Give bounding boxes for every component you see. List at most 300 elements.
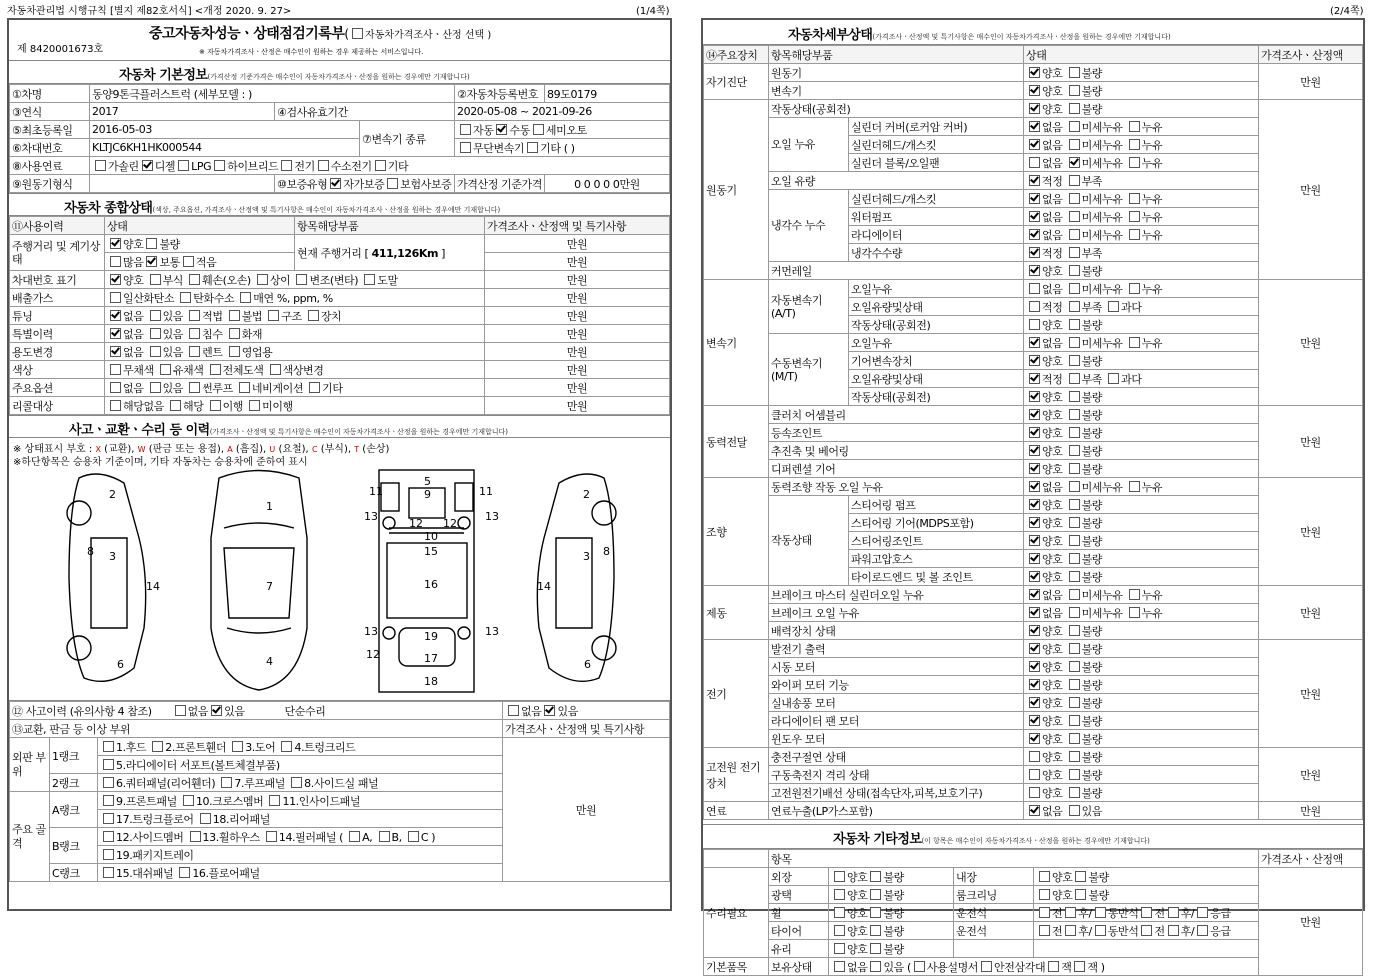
car-side-right: [537, 474, 616, 681]
title-subnote: ※ 자동차가격조사ㆍ산정은 매수인이 원하는 경우 제공하는 서비스입니다.: [199, 48, 424, 56]
checkbox[interactable]: [1108, 373, 1119, 384]
checkbox[interactable]: [1029, 409, 1040, 420]
checkbox[interactable]: [1029, 661, 1040, 672]
option-label: 보험사보증: [400, 177, 452, 191]
checkbox[interactable]: [1129, 211, 1140, 222]
sub-part: 파워고압호스: [849, 550, 1024, 568]
checkbox[interactable]: [1069, 139, 1080, 150]
checkbox[interactable]: [544, 705, 555, 716]
price-cell: 만원: [1259, 802, 1363, 820]
sub-part: 실린더헤드/개스킷: [849, 136, 1024, 154]
checkbox[interactable]: [834, 961, 845, 972]
checkbox[interactable]: [1029, 355, 1040, 366]
checkbox[interactable]: [1029, 67, 1040, 78]
checkbox[interactable]: [1039, 889, 1050, 900]
checkbox[interactable]: [150, 310, 161, 321]
checkbox[interactable]: [1029, 319, 1040, 330]
checkbox[interactable]: [1129, 193, 1140, 204]
checkbox[interactable]: [150, 346, 161, 357]
checkbox[interactable]: [200, 813, 211, 824]
checkbox[interactable]: [1095, 925, 1106, 936]
rank1-label: 1랭크: [50, 738, 98, 774]
checkbox[interactable]: [110, 310, 121, 321]
checkbox[interactable]: [1069, 247, 1080, 258]
checkbox[interactable]: [268, 310, 279, 321]
checkbox[interactable]: [110, 364, 121, 375]
checkbox[interactable]: [870, 961, 881, 972]
checkbox[interactable]: [375, 160, 386, 171]
checkbox[interactable]: [110, 274, 121, 285]
checkbox[interactable]: [190, 831, 201, 842]
checkbox[interactable]: [1029, 517, 1040, 528]
legend-code: U: [269, 445, 276, 454]
checkbox[interactable]: [1029, 733, 1040, 744]
checkbox[interactable]: [309, 382, 320, 393]
price-survey-label: 자동차가격조사ㆍ산정 선택 ): [365, 30, 492, 41]
checkbox[interactable]: [1141, 925, 1152, 936]
checkbox[interactable]: [1069, 805, 1080, 816]
checkbox[interactable]: [1069, 535, 1080, 546]
checkbox[interactable]: [1069, 409, 1080, 420]
checkbox[interactable]: [1069, 229, 1080, 240]
checkbox[interactable]: [1029, 535, 1040, 546]
checkbox[interactable]: [870, 889, 881, 900]
checkbox[interactable]: [1129, 337, 1140, 348]
checkbox[interactable]: [1029, 571, 1040, 582]
checkbox[interactable]: [270, 364, 281, 375]
option-label: 4.트렁크리드: [294, 740, 356, 754]
checkbox[interactable]: [269, 795, 280, 806]
checkbox[interactable]: [1069, 643, 1080, 654]
checkbox[interactable]: [1069, 337, 1080, 348]
checkbox[interactable]: [110, 292, 121, 303]
checkbox[interactable]: [189, 328, 200, 339]
part-number-19: 19: [424, 630, 438, 643]
checkbox[interactable]: [1029, 427, 1040, 438]
checkbox[interactable]: [1029, 391, 1040, 402]
option-label: 해당: [183, 399, 204, 413]
checkbox[interactable]: [1069, 697, 1080, 708]
checkbox[interactable]: [1029, 643, 1040, 654]
checkbox[interactable]: [296, 274, 307, 285]
overall-note: (색상, 주요옵션, 가격조사ㆍ산정액 및 특기사항은 매수인이 자동차가격조사ㆍ산정을 원하는 경우에만 기재합니다): [152, 206, 501, 214]
status-label: 미세누유: [1081, 192, 1123, 206]
checkbox[interactable]: [180, 292, 191, 303]
checkbox[interactable]: [1069, 193, 1080, 204]
checkbox[interactable]: [103, 867, 114, 878]
price-cell: 만원: [485, 235, 670, 253]
sub-part: 워터펌프: [849, 208, 1024, 226]
checkbox[interactable]: [146, 256, 157, 267]
overall-row: [10, 289, 670, 307]
checkbox[interactable]: [460, 124, 471, 135]
part-number-6: 6: [117, 658, 124, 671]
detail-row: [704, 586, 1363, 604]
checkbox[interactable]: [1029, 175, 1040, 186]
checkbox[interactable]: [408, 831, 419, 842]
checkbox[interactable]: [178, 160, 189, 171]
checkbox[interactable]: [110, 256, 121, 267]
checkbox[interactable]: [1129, 607, 1140, 618]
checkbox[interactable]: [914, 961, 925, 972]
checkbox[interactable]: [150, 382, 161, 393]
checkbox[interactable]: [1029, 139, 1040, 150]
checkbox[interactable]: [103, 741, 114, 752]
checkbox[interactable]: [1069, 373, 1080, 384]
checkbox[interactable]: [103, 831, 114, 842]
checkbox[interactable]: [834, 907, 845, 918]
checkbox[interactable]: [1029, 463, 1040, 474]
detail-row: [704, 748, 1363, 766]
checkbox[interactable]: [1069, 661, 1080, 672]
checkbox[interactable]: [379, 831, 390, 842]
checkbox[interactable]: [1069, 463, 1080, 474]
car-diagram: [9, 468, 669, 700]
checkbox[interactable]: [1129, 481, 1140, 492]
price-survey-checkbox[interactable]: [352, 28, 363, 39]
checkbox[interactable]: [179, 867, 190, 878]
part-number-2: 2: [109, 488, 116, 501]
checkbox[interactable]: [249, 400, 260, 411]
checkbox[interactable]: [1069, 301, 1080, 312]
checkbox[interactable]: [1069, 769, 1080, 780]
checkbox[interactable]: [110, 328, 121, 339]
checkbox[interactable]: [1029, 607, 1040, 618]
option-label: 9.프론트패널: [116, 794, 177, 808]
checkbox[interactable]: [1048, 961, 1059, 972]
row-label: 차대번호 표기: [10, 271, 105, 289]
transmission-options-1: [455, 121, 670, 139]
checkbox[interactable]: [1129, 157, 1140, 168]
checkbox[interactable]: [1069, 787, 1080, 798]
checkbox[interactable]: [240, 292, 251, 303]
status-options: [1024, 64, 1259, 82]
checkbox[interactable]: [1168, 925, 1179, 936]
status-options: [1024, 802, 1259, 820]
option-label: 8.사이드실 패널: [304, 776, 379, 790]
checkbox[interactable]: [142, 160, 153, 171]
checkbox[interactable]: [1029, 373, 1040, 384]
checkbox[interactable]: [1029, 589, 1040, 600]
checkbox[interactable]: [834, 871, 845, 882]
checkbox[interactable]: [1069, 157, 1080, 168]
overall-row: [10, 307, 670, 325]
checkbox[interactable]: [318, 160, 329, 171]
repair-item: 외장: [769, 868, 829, 886]
device-group: 변속기: [704, 280, 769, 406]
status-label: 불량: [1081, 102, 1103, 116]
checkbox[interactable]: [1069, 445, 1080, 456]
option-label: 탄화수소: [193, 291, 235, 305]
repair-options-2: 전 후/ 동반석 전 후/ 응급: [1034, 922, 1259, 940]
checkbox[interactable]: [266, 831, 277, 842]
checkbox[interactable]: [1029, 229, 1040, 240]
checkbox[interactable]: [103, 849, 114, 860]
checkbox[interactable]: [349, 831, 360, 842]
sub-part: 작동상태(공회전): [849, 316, 1024, 334]
checkbox[interactable]: [1069, 733, 1080, 744]
part-category: 자동변속기(A/T): [769, 280, 849, 334]
checkbox[interactable]: [1039, 925, 1050, 936]
checkbox[interactable]: [1075, 889, 1086, 900]
checkbox[interactable]: [1129, 139, 1140, 150]
checkbox[interactable]: [834, 925, 845, 936]
checkbox[interactable]: [150, 274, 161, 285]
checkbox[interactable]: [1029, 679, 1040, 690]
checkbox[interactable]: [110, 382, 121, 393]
part-name: 와이퍼 모터 기능: [769, 676, 1024, 694]
checkbox[interactable]: [1069, 67, 1080, 78]
checkbox[interactable]: [1075, 871, 1086, 882]
checkbox[interactable]: [1069, 625, 1080, 636]
checkbox[interactable]: [1069, 319, 1080, 330]
checkbox[interactable]: [870, 871, 881, 882]
row-label: 리콜대상: [10, 397, 105, 415]
checkbox[interactable]: [1069, 355, 1080, 366]
car-side-left: [67, 474, 146, 681]
checkbox[interactable]: [1069, 571, 1080, 582]
checkbox[interactable]: [508, 705, 519, 716]
status-label: 미세누유: [1081, 282, 1123, 296]
legend-prefix: ※ 상태표시 부호 :: [13, 444, 93, 455]
checkbox[interactable]: [1141, 907, 1152, 918]
option-label: 유채색: [172, 363, 204, 377]
sub-part: 스티어링 펌프: [849, 496, 1024, 514]
other-note: (이 항목은 매수인이 자동차가격조사ㆍ산정을 원하는 경우에만 기재합니다): [921, 837, 1150, 845]
checkbox[interactable]: [1029, 481, 1040, 492]
price-cell: 만원: [485, 325, 670, 343]
checkbox[interactable]: [257, 274, 268, 285]
checkbox[interactable]: [1039, 907, 1050, 918]
checkbox[interactable]: [496, 124, 507, 135]
row-options: [105, 271, 485, 289]
part-number-1: 1: [266, 500, 273, 513]
checkbox[interactable]: [170, 400, 181, 411]
checkbox[interactable]: [1029, 337, 1040, 348]
checkbox[interactable]: [1029, 193, 1040, 204]
checkbox[interactable]: [1069, 391, 1080, 402]
part-number-6: 6: [584, 658, 591, 671]
checkbox[interactable]: [330, 178, 341, 189]
checkbox[interactable]: [1029, 265, 1040, 276]
status-options: [1024, 280, 1259, 298]
checkbox[interactable]: [460, 142, 471, 153]
checkbox[interactable]: [1108, 301, 1119, 312]
engine-type-label: ⑨원동기형식: [10, 175, 90, 193]
checkbox[interactable]: [1029, 769, 1040, 780]
option-label: 없음: [187, 704, 209, 718]
checkbox[interactable]: [1039, 871, 1050, 882]
checkbox[interactable]: [281, 741, 292, 752]
checkbox[interactable]: [1069, 481, 1080, 492]
checkbox[interactable]: [239, 382, 250, 393]
option-label: 1.후드: [116, 740, 147, 754]
repair-item: 휠: [769, 904, 829, 922]
option-label: 없음: [123, 345, 144, 359]
checkbox[interactable]: [281, 160, 292, 171]
checkbox[interactable]: [1029, 805, 1040, 816]
checkbox[interactable]: [189, 310, 200, 321]
checkbox[interactable]: [1069, 553, 1080, 564]
option-label: 도말: [377, 273, 398, 287]
checkbox[interactable]: [1069, 265, 1080, 276]
option-label: 후: [1078, 906, 1089, 920]
status-options: [1024, 406, 1259, 424]
option-label: 동반석: [1107, 924, 1139, 938]
checkbox[interactable]: [1069, 85, 1080, 96]
status-label: 불량: [1081, 318, 1103, 332]
status-label: 부족: [1081, 174, 1103, 188]
checkbox[interactable]: [152, 741, 163, 752]
checkbox[interactable]: [1129, 589, 1140, 600]
checkbox[interactable]: [221, 777, 232, 788]
checkbox[interactable]: [103, 813, 114, 824]
checkbox[interactable]: [189, 274, 200, 285]
checkbox[interactable]: [232, 741, 243, 752]
checkbox[interactable]: [1095, 907, 1106, 918]
checkbox[interactable]: [1069, 427, 1080, 438]
checkbox[interactable]: [1069, 751, 1080, 762]
option-label: 14.필러패널 (: [278, 830, 344, 844]
checkbox[interactable]: [229, 328, 240, 339]
checkbox[interactable]: [533, 124, 544, 135]
checkbox[interactable]: [110, 238, 121, 249]
checkbox[interactable]: [870, 925, 881, 936]
checkbox[interactable]: [110, 346, 121, 357]
checkbox[interactable]: [175, 705, 186, 716]
checkbox[interactable]: [1129, 283, 1140, 294]
option-label: 사용설명서: [926, 960, 979, 974]
option-label: 있음: [224, 704, 245, 718]
option-label: 해당없음: [123, 399, 164, 413]
checkbox[interactable]: [308, 310, 319, 321]
checkbox[interactable]: [1197, 925, 1208, 936]
checkbox[interactable]: [95, 160, 106, 171]
checkbox[interactable]: [291, 777, 302, 788]
checkbox[interactable]: [229, 310, 240, 321]
checkbox[interactable]: [1029, 283, 1040, 294]
part-number-12: 12: [409, 517, 423, 530]
fuel-options: [90, 157, 670, 175]
checkbox[interactable]: [103, 795, 114, 806]
checkbox[interactable]: [1069, 103, 1080, 114]
option-label: 16.플로어패널: [192, 866, 260, 880]
checkbox[interactable]: [160, 364, 171, 375]
checkbox[interactable]: [1069, 211, 1080, 222]
checkbox[interactable]: [189, 346, 200, 357]
checkbox[interactable]: [189, 382, 200, 393]
checkbox[interactable]: [1069, 175, 1080, 186]
checkbox[interactable]: [1069, 589, 1080, 600]
checkbox[interactable]: [1069, 121, 1080, 132]
checkbox[interactable]: [1029, 715, 1040, 726]
checkbox[interactable]: [387, 178, 398, 189]
status-options: [1024, 730, 1259, 748]
sub-part: 작동상태(공회전): [849, 388, 1024, 406]
part-number-11: 11: [479, 485, 493, 498]
repair-options-2: 전 후/ 동반석 전 후/ 응급: [1034, 904, 1259, 922]
checkbox[interactable]: [146, 238, 157, 249]
checkbox[interactable]: [981, 961, 992, 972]
checkbox[interactable]: [1029, 85, 1040, 96]
checkbox[interactable]: [1029, 301, 1040, 312]
checkbox[interactable]: [210, 364, 221, 375]
checkbox[interactable]: [1069, 607, 1080, 618]
status-label: 양호: [1042, 696, 1063, 710]
checkbox[interactable]: [1029, 211, 1040, 222]
checkbox[interactable]: [1069, 679, 1080, 690]
sub-part: 실린더헤드/개스킷: [849, 190, 1024, 208]
checkbox[interactable]: [1197, 907, 1208, 918]
option-label: 양호: [847, 888, 868, 902]
checkbox[interactable]: [150, 328, 161, 339]
checkbox[interactable]: [834, 943, 845, 954]
checkbox[interactable]: [103, 759, 114, 770]
part-category: 냉각수 누수: [769, 190, 849, 262]
checkbox[interactable]: [103, 777, 114, 788]
checkbox[interactable]: [1029, 157, 1040, 168]
checkbox[interactable]: [1029, 499, 1040, 510]
option-label: 네비게이션: [251, 381, 304, 395]
checkbox[interactable]: [110, 400, 121, 411]
checkbox[interactable]: [1065, 907, 1076, 918]
detail-row: [704, 406, 1363, 424]
checkbox[interactable]: [1069, 715, 1080, 726]
checkbox[interactable]: [229, 346, 240, 357]
part-name: 라디에이터 팬 모터: [769, 712, 1024, 730]
checkbox[interactable]: [1129, 229, 1140, 240]
checkbox[interactable]: [1029, 697, 1040, 708]
part-number-8: 8: [603, 545, 610, 558]
checkbox[interactable]: [183, 256, 194, 267]
part-number-2: 2: [583, 488, 590, 501]
checkbox[interactable]: [214, 160, 225, 171]
checkbox[interactable]: [1065, 925, 1076, 936]
checkbox[interactable]: [1029, 445, 1040, 456]
checkbox[interactable]: [1029, 247, 1040, 258]
option-label: 10.크로스멤버: [195, 794, 264, 808]
checkbox[interactable]: [364, 274, 375, 285]
part-name: 실내송풍 모터: [769, 694, 1024, 712]
checkbox[interactable]: [1069, 517, 1080, 528]
checkbox[interactable]: [1074, 961, 1085, 972]
checkbox[interactable]: [1029, 553, 1040, 564]
checkbox[interactable]: [1069, 283, 1080, 294]
checkbox[interactable]: [870, 907, 881, 918]
checkbox[interactable]: [527, 142, 538, 153]
checkbox[interactable]: [870, 943, 881, 954]
checkbox[interactable]: [1029, 103, 1040, 114]
legend-code: A: [227, 445, 233, 454]
checkbox[interactable]: [211, 705, 222, 716]
checkbox[interactable]: [834, 889, 845, 900]
checkbox[interactable]: [1029, 121, 1040, 132]
status-label: 불량: [1081, 426, 1103, 440]
option-label: 보통: [159, 255, 180, 269]
seat-label: 운전석: [954, 922, 1034, 940]
checkbox[interactable]: [1129, 121, 1140, 132]
checkbox[interactable]: [1168, 907, 1179, 918]
option-label: 양호: [847, 870, 868, 884]
checkbox[interactable]: [183, 795, 194, 806]
col-device: ⑭주요장치: [704, 46, 769, 64]
checkbox[interactable]: [210, 400, 221, 411]
checkbox[interactable]: [1029, 625, 1040, 636]
checkbox[interactable]: [1069, 499, 1080, 510]
checkbox[interactable]: [1029, 787, 1040, 798]
status-label: 과다: [1121, 372, 1142, 386]
checkbox[interactable]: [1029, 751, 1040, 762]
